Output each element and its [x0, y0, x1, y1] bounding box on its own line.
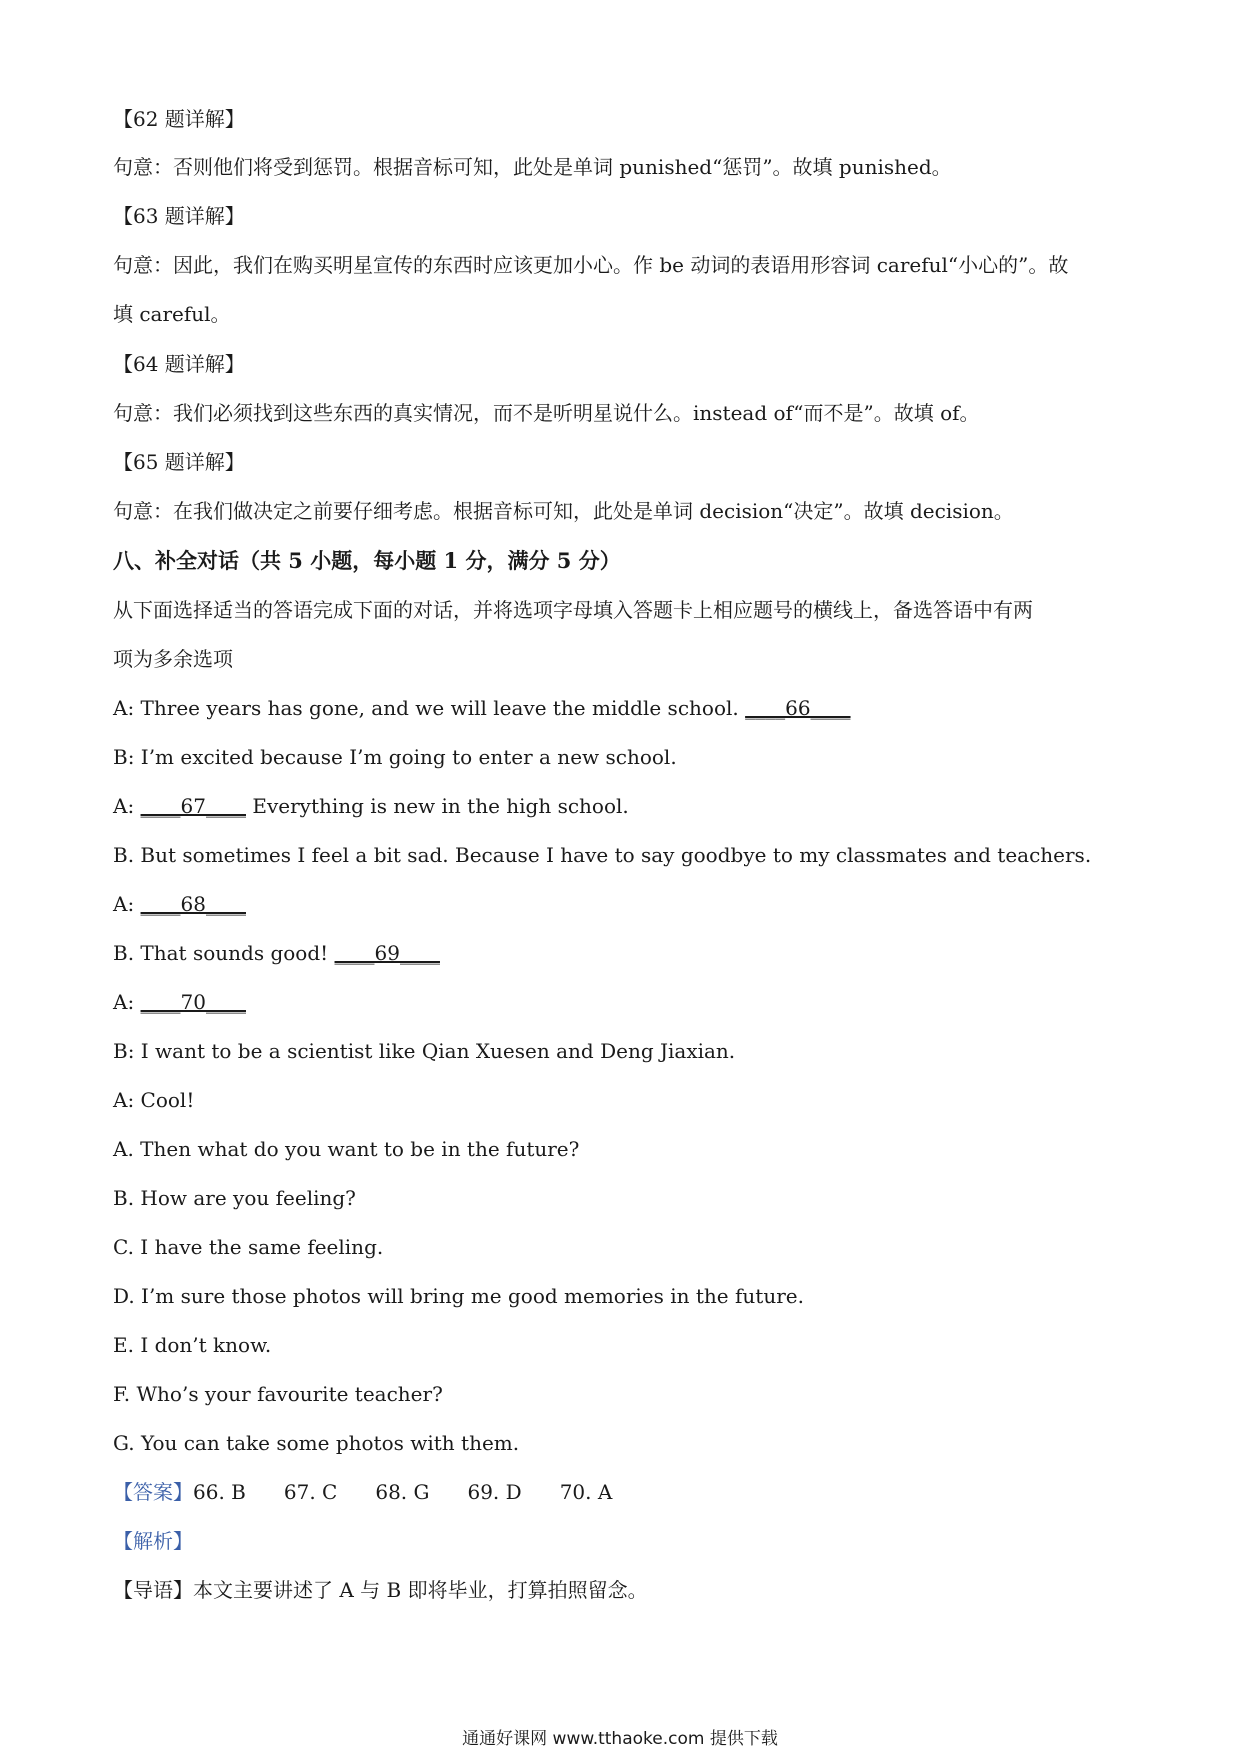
q63-body-line2: 填 careful。 — [113, 302, 231, 326]
q63-body-line1: 句意：因此，我们在购买明星宣传的东西时应该更加小心。作 be 动词的表语用形容词 careful“小心的”。故 — [113, 253, 1069, 277]
option-a: A. Then what do you want to be in the future? — [113, 1137, 580, 1161]
analysis-row — [113, 1527, 1133, 1555]
answer-label: 【答案】 — [113, 1480, 193, 1504]
speaker-label: A: — [113, 794, 141, 818]
dialogue-line-6 — [113, 939, 1133, 967]
q64-title: 【64 题详解】 — [113, 352, 245, 376]
dialogue-line-4: B. But sometimes I feel a bit sad. Because I have to say goodbye to my classmates and teachers. — [113, 843, 1092, 867]
dialogue-line-9: A: Cool! — [113, 1088, 195, 1112]
answer-item-70: 70. A — [559, 1480, 613, 1504]
part8-instruction-line1: 从下面选择适当的答语完成下面的对话，并将选项字母填入答题卡上相应题号的横线上，备选答语中有两 — [113, 598, 1033, 622]
q65-body: 句意：在我们做决定之前要仔细考虑。根据音标可知，此处是单词 decision“决定”。故填 decision。 — [113, 499, 1014, 523]
q63-title: 【63 题详解】 — [113, 204, 245, 228]
dialogue-text: Everything is new in the high school. — [246, 794, 629, 818]
answer-row — [113, 1478, 1133, 1506]
answer-item-69: 69. D — [467, 1480, 522, 1504]
answer-item-66: 66. B — [193, 1480, 246, 1504]
option-f: F. Who’s your favourite teacher? — [113, 1382, 443, 1406]
dialogue-line-2: B: I’m excited because I’m going to enter a new school. — [113, 745, 677, 769]
option-d: D. I’m sure those photos will bring me good memories in the future. — [113, 1284, 804, 1308]
answer-blank-66[interactable]: ____66____ — [745, 696, 851, 720]
part8-instruction-line2: 项为多余选项 — [113, 647, 233, 671]
dialogue-text: A: Three years has gone, and we will leave the middle school. — [113, 696, 746, 720]
guide-text: 【导语】本文主要讲述了 A 与 B 即将毕业，打算拍照留念。 — [113, 1578, 648, 1602]
speaker-label: A: — [113, 892, 141, 916]
answer-blank-67[interactable]: ____67____ — [140, 794, 246, 818]
dialogue-line-7 — [113, 988, 1133, 1016]
answer-blank-69[interactable]: ____69____ — [334, 941, 440, 965]
dialogue-line-1 — [113, 694, 1133, 722]
answer-item-68: 68. G — [375, 1480, 430, 1504]
option-e: E. I don’t know. — [113, 1333, 272, 1357]
q64-body: 句意：我们必须找到这些东西的真实情况，而不是听明星说什么。instead of“而不是”。故填 of。 — [113, 401, 980, 425]
dialogue-line-8: B: I want to be a scientist like Qian Xuesen and Deng Jiaxian. — [113, 1039, 736, 1063]
q62-body: 句意：否则他们将受到惩罚。根据音标可知，此处是单词 punished“惩罚”。故填 punished。 — [113, 155, 952, 179]
answer-blank-70[interactable]: ____70____ — [140, 990, 246, 1014]
page-footer: 通通好课网 www.tthaoke.com 提供下载 — [462, 1729, 778, 1749]
option-g: G. You can take some photos with them. — [113, 1431, 520, 1455]
option-b: B. How are you feeling? — [113, 1186, 356, 1210]
option-c: C. I have the same feeling. — [113, 1235, 384, 1259]
dialogue-line-3 — [113, 792, 1133, 820]
analysis-label: 【解析】 — [113, 1529, 193, 1553]
answer-blank-68[interactable]: ____68____ — [140, 892, 246, 916]
part8-heading: 八、补全对话（共 5 小题，每小题 1 分，满分 5 分） — [113, 548, 621, 573]
q62-title: 【62 题详解】 — [113, 107, 245, 131]
dialogue-line-5 — [113, 890, 1133, 918]
speaker-label: A: — [113, 990, 141, 1014]
dialogue-text: B. That sounds good! — [113, 941, 335, 965]
answer-item-67: 67. C — [283, 1480, 338, 1504]
q65-title: 【65 题详解】 — [113, 450, 245, 474]
